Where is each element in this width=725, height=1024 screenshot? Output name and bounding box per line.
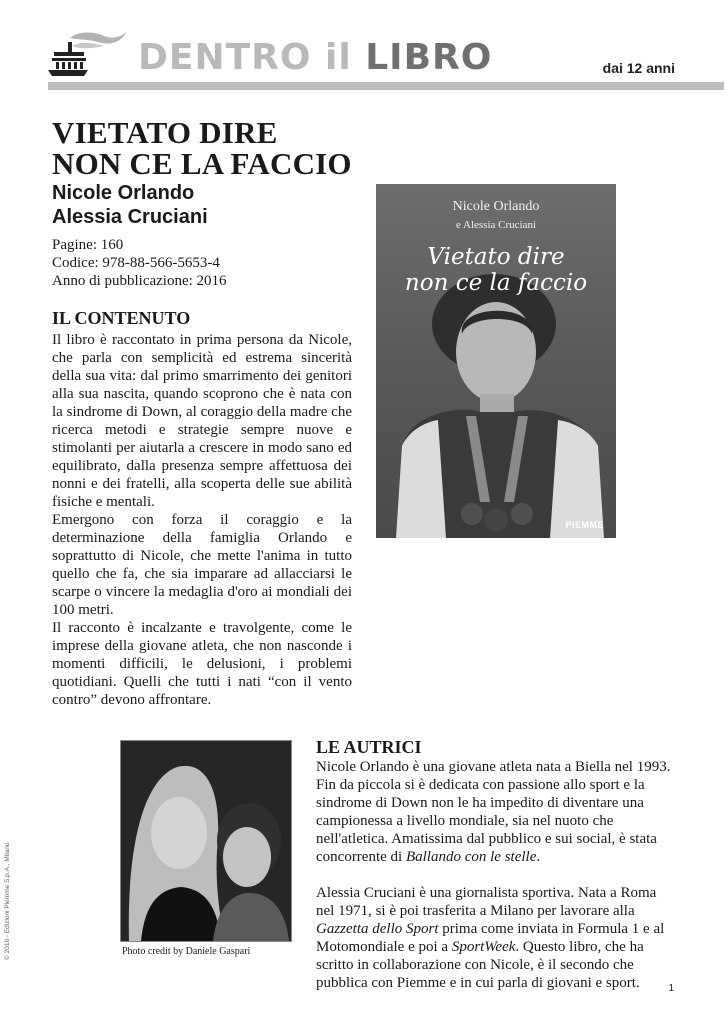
copyright-notice: © 2016 - Edizioni Piemme S.p.A., Milano: [4, 842, 11, 960]
bio-publication-title: SportWeek: [451, 939, 516, 955]
cover-title: [376, 244, 616, 296]
age-label: dai 12 anni: [602, 60, 675, 76]
authors-photo: [120, 740, 292, 942]
cover-coauthor: e Alessia Cruciani: [455, 219, 537, 231]
content-heading: IL CONTENUTO: [52, 308, 191, 328]
bio-text: Nicole Orlando è una giovane atleta nata a Biella nel 1993. Fin da piccola si è dedicata con passione allo sport e la sindrome di Down non le ha impedito di diventare una campionessa a livello mondiale, sia nel nuoto che nell'atletica. Amatissima dal pubblico e sui social, è stata concorrente di: [316, 759, 671, 865]
book-title-line2: NON CE LA FACCIO: [52, 146, 352, 181]
publication-year: Anno di pubblicazione: 2016: [52, 273, 227, 289]
series-title-part2: LIBRO: [365, 37, 493, 78]
about-authors-body: [316, 758, 673, 992]
content-paragraph: Il libro è raccontato in prima persona da Nicole, che parla con semplicità ed estrema sincerità della sua vita: dal primo smarrimento dei genitori alla sua nascita, quando scoprono che è nata con la sindrome di Down, al coraggio della madre che ricerca metodi e strategie sempre nuove e stimolanti per aiutarla a crescere in modo sano ed equilibrato, dalla presenza sempre affettuosa dei nonni e dei fratelli, alla scoperta delle sue abilità fisiche e mentali.: [52, 332, 352, 510]
cover-author: Nicole Orlando: [452, 199, 540, 214]
book-title-line1: VIETATO DIRE: [52, 115, 278, 150]
page-count: Pagine: 160: [52, 237, 124, 253]
book-cover-image: [376, 184, 616, 538]
about-authors-heading: LE AUTRICI: [316, 737, 422, 757]
page-number: 1: [668, 983, 674, 994]
bio-text: prima come inviata in Formula 1 e al Motomondiale e poi a: [316, 921, 665, 955]
book-metadata: [52, 236, 227, 290]
bio-text: Alessia Cruciani è una giornalista sportiva. Nata a Roma nel 1971, si è poi trasferita a Milano per lavorare alla: [316, 885, 657, 919]
author-name: Alessia Cruciani: [52, 206, 208, 228]
steamboat-logo-icon: [48, 28, 128, 78]
bio-publication-title: Gazzetta dello Sport: [316, 921, 439, 937]
authors-photo-illustration: [121, 741, 291, 941]
author-bio-nicole: [316, 758, 673, 866]
book-title: [52, 117, 352, 179]
series-title: [138, 38, 492, 78]
author-bio-alessia: [316, 884, 673, 992]
cover-photo-illustration: [376, 184, 616, 538]
book-authors: [52, 181, 208, 229]
page-header: [0, 0, 725, 92]
content-body: [52, 331, 352, 709]
bio-text: .: [536, 849, 541, 865]
photo-credit: Photo credit by Daniele Gaspari: [122, 946, 251, 957]
cover-title-line1: Vietato dire: [427, 244, 565, 270]
content-paragraph: Il racconto è incalzante e travolgente, come le imprese della giovane atleta, che non nasconde i momenti difficili, le delusioni, i problemi quotidiani. Quelli che tutti i nati “con il vento contro” devono affrontare.: [52, 620, 352, 708]
series-title-part1: DENTRO il: [138, 37, 366, 78]
header-rule: [48, 82, 724, 90]
content-paragraph: Emergono con forza il coraggio e la determinazione della famiglia Orlando e soprattutto di Nicole, che mette l'anima in tutto quello che fa, che sia imparare ad allacciarsi le scarpe o vincere la medaglia d'oro ai mondiali dei 100 metri.: [52, 512, 352, 618]
isbn-code: Codice: 978-88-566-5653-4: [52, 255, 220, 271]
bio-tv-show-title: Ballando con le stelle: [405, 849, 537, 865]
author-name: Nicole Orlando: [52, 182, 195, 204]
bio-text: . Questo libro, che ha scritto in collaborazione con Nicole, è il secondo che pubblica con Piemme e in cui parla di giovani e sport.: [316, 939, 644, 991]
cover-publisher-logo: PIEMME: [565, 520, 604, 530]
cover-title-line2: non ce la faccio: [404, 270, 588, 296]
